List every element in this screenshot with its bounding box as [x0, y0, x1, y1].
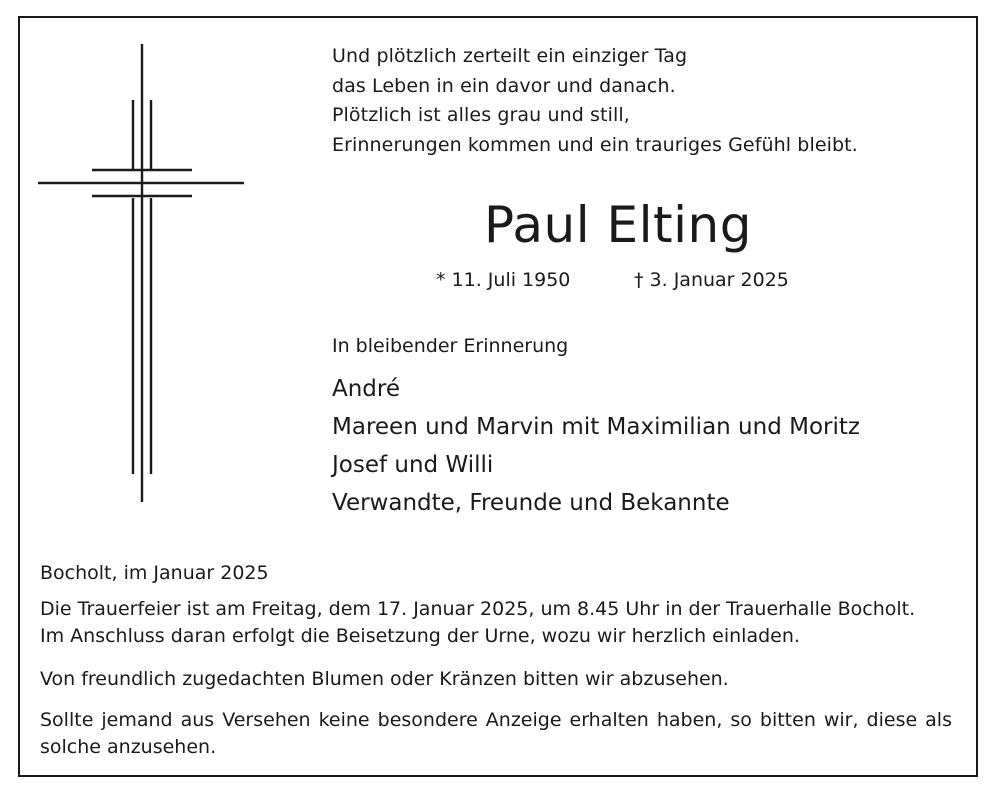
place-date: Bocholt, im Januar 2025: [40, 562, 269, 584]
mourners-intro: In bleibender Erinnerung: [332, 335, 569, 357]
obituary-frame: [18, 16, 978, 777]
poem-line: Erinnerungen kommen und ein trauriges Gefühl bleibt.: [332, 133, 858, 156]
funeral-line: Die Trauerfeier ist am Freitag, dem 17. Januar 2025, um 8.45 Uhr in der Trauerhalle Bocholt.: [40, 598, 916, 620]
flowers-note: [40, 666, 729, 693]
poem: [332, 42, 858, 160]
deceased-name: Paul Elting: [484, 196, 752, 254]
poem-line: das Leben in ein davor und danach.: [332, 74, 676, 97]
death-date: † 3. Januar 2025: [634, 269, 789, 291]
flowers-note-text: Von freundlich zugedachten Blumen oder Kränzen bitten wir abzusehen.: [40, 668, 729, 690]
mourners-list: [332, 370, 860, 522]
funeral-line: Im Anschluss daran erfolgt die Beisetzung der Urne, wozu wir herzlich einladen.: [40, 625, 800, 647]
poem-line: Und plötzlich zerteilt ein einziger Tag: [332, 45, 688, 67]
birth-date: * 11. Juli 1950: [436, 269, 571, 291]
notice-note: [40, 707, 952, 761]
notice-note-text: Sollte jemand aus Versehen keine besondere Anzeige erhalten haben, so bitten wir, diese als solche anzusehen.: [40, 709, 952, 758]
mourner-name: Mareen und Marvin mit Maximilian und Moritz: [332, 414, 860, 440]
mourner-name: Josef und Willi: [332, 452, 494, 478]
mourner-name: André: [332, 376, 401, 402]
poem-line: Plötzlich ist alles grau und still,: [332, 104, 630, 126]
mourner-name: Verwandte, Freunde und Bekannte: [332, 490, 730, 516]
funeral-info: [40, 596, 915, 650]
cross-icon: [20, 18, 260, 518]
